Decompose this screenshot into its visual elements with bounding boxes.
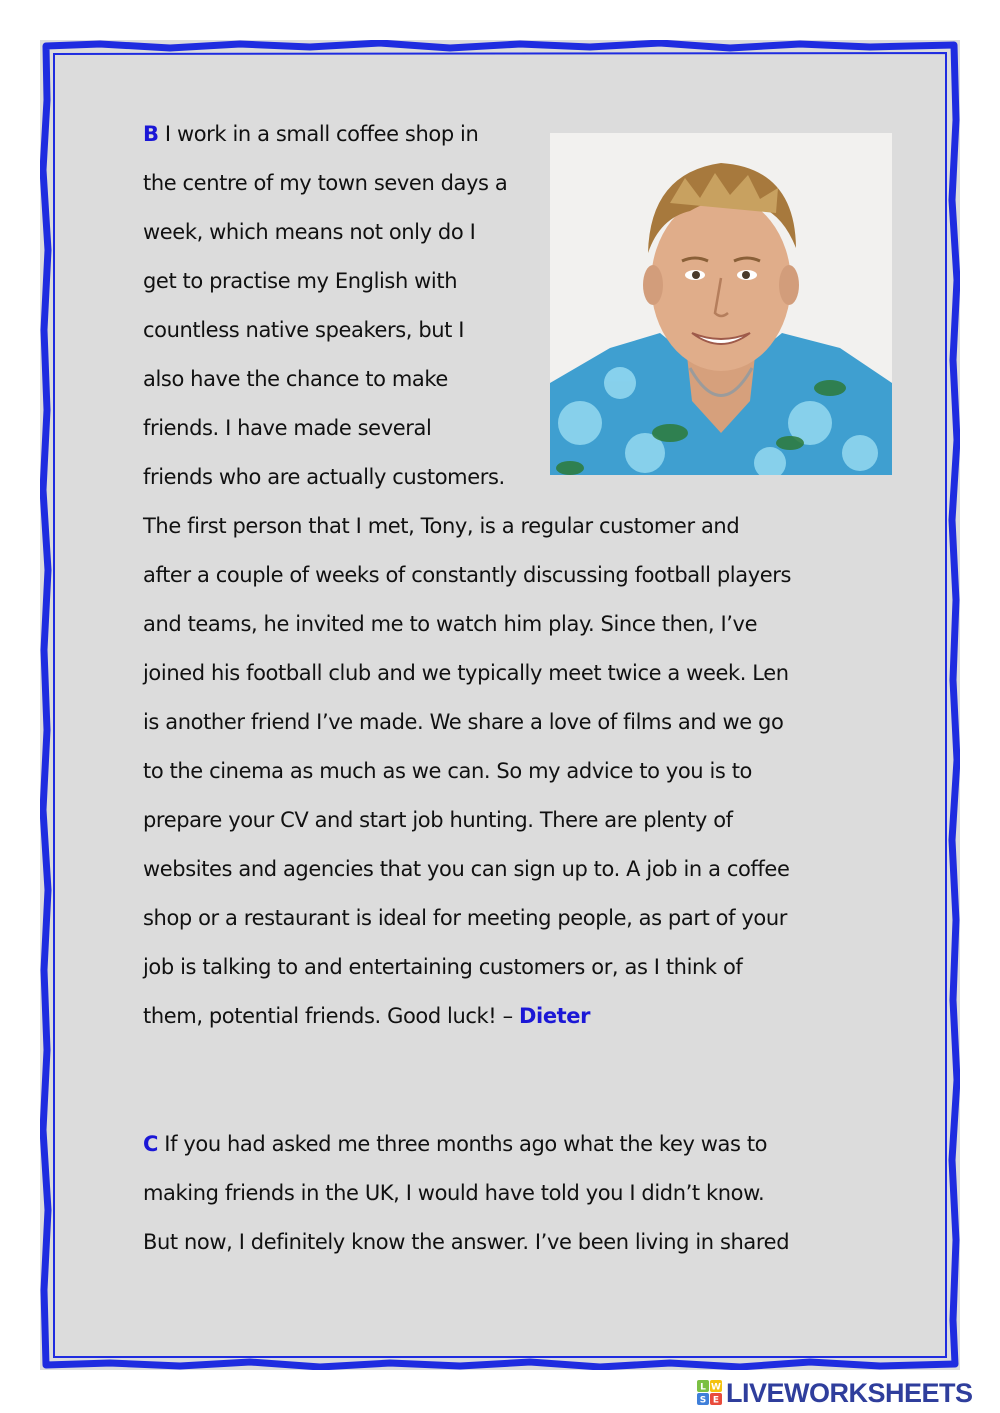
section-b-line: the centre of my town seven days a	[143, 171, 508, 195]
section-b-line: job is talking to and entertaining customers or, as I think of	[143, 955, 743, 979]
section-b-line: shop or a restaurant is ideal for meeting people, as part of your	[143, 906, 788, 930]
section-b-line: countless native speakers, but I	[143, 318, 465, 342]
section-c-line: making friends in the UK, I would have told you I didn’t know.	[143, 1181, 765, 1205]
section-b-last-line: them, potential friends. Good luck! – Dieter	[143, 1004, 591, 1028]
section-b-line-1: B I work in a small coffee shop in	[143, 122, 479, 146]
section-b-line: friends. I have made several	[143, 416, 432, 440]
section-b-line: The first person that I met, Tony, is a regular customer and	[143, 514, 740, 538]
logo-badge-l: L	[700, 1382, 706, 1393]
section-c-letter: C	[143, 1132, 159, 1156]
section-b-line: also have the chance to make	[143, 367, 448, 391]
section-b-line: get to practise my English with	[143, 269, 458, 293]
liveworksheets-logo[interactable]	[697, 1378, 973, 1408]
logo-badge-e: E	[712, 1395, 720, 1406]
section-b-line: prepare your CV and start job hunting. There are plenty of	[143, 808, 733, 832]
section-c-line: But now, I definitely know the answer. I’ve been living in shared	[143, 1230, 790, 1254]
section-c-line-1: C If you had asked me three months ago what the key was to	[143, 1132, 768, 1156]
liveworksheets-logo-icon	[697, 1380, 723, 1406]
section-b-line: websites and agencies that you can sign up to. A job in a coffee	[143, 857, 790, 881]
section-b-line: after a couple of weeks of constantly discussing football players	[143, 563, 792, 587]
section-b-line: to the cinema as much as we can. So my advice to you is to	[143, 759, 752, 783]
section-b-line: and teams, he invited me to watch him play. Since then, I’ve	[143, 612, 758, 636]
section-b-line: week, which means not only do I	[143, 220, 476, 244]
section-b-line: joined his football club and we typically meet twice a week. Len	[143, 661, 789, 685]
logo-badge-s: S	[699, 1395, 707, 1406]
author-name: Dieter	[518, 1004, 591, 1028]
portrait-photo	[550, 133, 892, 475]
section-b-letter: B	[143, 122, 159, 146]
section-b-line: friends who are actually customers.	[143, 465, 505, 489]
logo-badge-w: W	[711, 1382, 721, 1393]
section-b-line: is another friend I’ve made. We share a love of films and we go	[143, 710, 784, 734]
logo-text: LIVEWORKSHEETS	[726, 1377, 973, 1408]
